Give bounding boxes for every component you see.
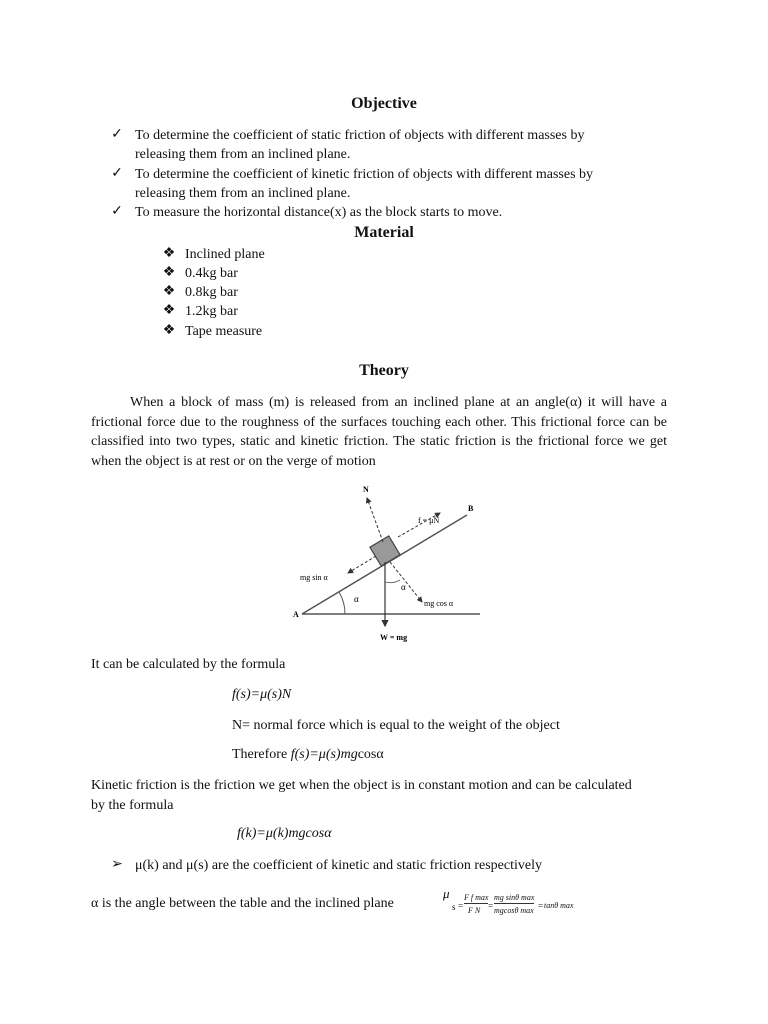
- tan-theta: tanθ max: [544, 901, 574, 910]
- angle-arc: [339, 592, 345, 614]
- objective-item-1-line1: To determine the coefficient of static friction of objects with different masses by: [135, 128, 585, 143]
- label-alpha-right: α: [401, 582, 406, 592]
- objective-item-1-line2: releasing them from an inclined plane.: [135, 147, 351, 162]
- objective-item-3-line1: To measure the horizontal distance(x) as the block starts to move.: [135, 205, 503, 220]
- label-friction: f = μN: [418, 516, 440, 525]
- material-item: 1.2kg bar: [185, 304, 238, 319]
- frac1-num: F f max: [464, 893, 489, 902]
- check-icon: ✓: [111, 166, 123, 181]
- diamond-bullet-icon: ❖: [162, 303, 176, 318]
- normal-force-arrow: [367, 498, 383, 542]
- formula-static-expanded: f(s)=μ(s)mg: [290, 747, 358, 762]
- label-N: N: [363, 485, 369, 494]
- objective-heading: Objective: [351, 95, 417, 112]
- check-icon: ✓: [111, 127, 123, 142]
- eq-sign: =: [458, 901, 464, 911]
- material-item: 0.8kg bar: [185, 285, 238, 300]
- material-item: 0.4kg bar: [185, 266, 238, 281]
- kinetic-line2: by the formula: [91, 798, 174, 813]
- cos-alpha: cosα: [357, 747, 384, 762]
- frac1-den: F N: [468, 906, 481, 915]
- theory-paragraph-text: When a block of mass (m) is released from an inclined plane at an angle(α) it will have a frictional force due to the roughness of the surfaces touching each other. This frictional force can be classified into two types, static and kinetic friction. The static friction is the frictional force we get when the object is at rest or on the verge of motion: [91, 395, 667, 469]
- label-mg-sin: mg sin α: [300, 573, 328, 582]
- check-icon: ✓: [111, 204, 123, 219]
- therefore-label: Therefore: [232, 747, 288, 762]
- normal-force-note: N= normal force which is equal to the weight of the object: [232, 718, 560, 733]
- eq-sign-3: =: [538, 901, 544, 911]
- alpha-note: α is the angle between the table and the inclined plane: [91, 896, 394, 911]
- diamond-bullet-icon: ❖: [162, 265, 176, 280]
- material-heading: Material: [354, 224, 414, 241]
- diamond-bullet-icon: ❖: [162, 323, 176, 338]
- angle-arc-small: [385, 580, 400, 583]
- mu-formula: [443, 886, 583, 922]
- diamond-bullet-icon: ❖: [162, 284, 176, 299]
- formula-static: f(s)=μ(s)N: [232, 687, 292, 702]
- formula-kinetic: f(k)=μ(k)mgcosα: [237, 826, 332, 841]
- frac2-den: mgcosθ max: [494, 906, 534, 915]
- theory-heading: Theory: [359, 362, 409, 379]
- objective-item-2-line1: To determine the coefficient of kinetic friction of objects with different masses by: [135, 167, 594, 182]
- frac2-num: mg sinθ max: [494, 893, 535, 902]
- material-item: Tape measure: [185, 324, 263, 339]
- label-weight: W = mg: [380, 633, 408, 642]
- calc-intro: It can be calculated by the formula: [91, 657, 286, 672]
- material-item: Inclined plane: [185, 247, 265, 262]
- kinetic-line1: Kinetic friction is the friction we get when the object is in constant motion and can be calculated: [91, 778, 632, 793]
- label-A: A: [293, 610, 299, 619]
- mu-subscript: s: [452, 902, 456, 912]
- theory-paragraph: [91, 393, 667, 471]
- mu-symbol: μ: [443, 886, 450, 901]
- therefore-line: [232, 745, 384, 764]
- mg-sin-arrow: [348, 556, 376, 573]
- label-mg-cos: mg cos α: [424, 599, 454, 608]
- block: [370, 536, 400, 566]
- label-B: B: [468, 504, 474, 513]
- inclined-plane-diagram: [290, 478, 490, 648]
- arrow-bullet-icon: ➢: [111, 857, 123, 872]
- coefficient-note: μ(k) and μ(s) are the coefficient of kinetic and static friction respectively: [135, 858, 542, 873]
- objective-item-2-line2: releasing them from an inclined plane.: [135, 186, 351, 201]
- label-alpha-left: α: [354, 594, 359, 604]
- diamond-bullet-icon: ❖: [162, 246, 176, 261]
- eq-sign-2: =: [488, 901, 494, 911]
